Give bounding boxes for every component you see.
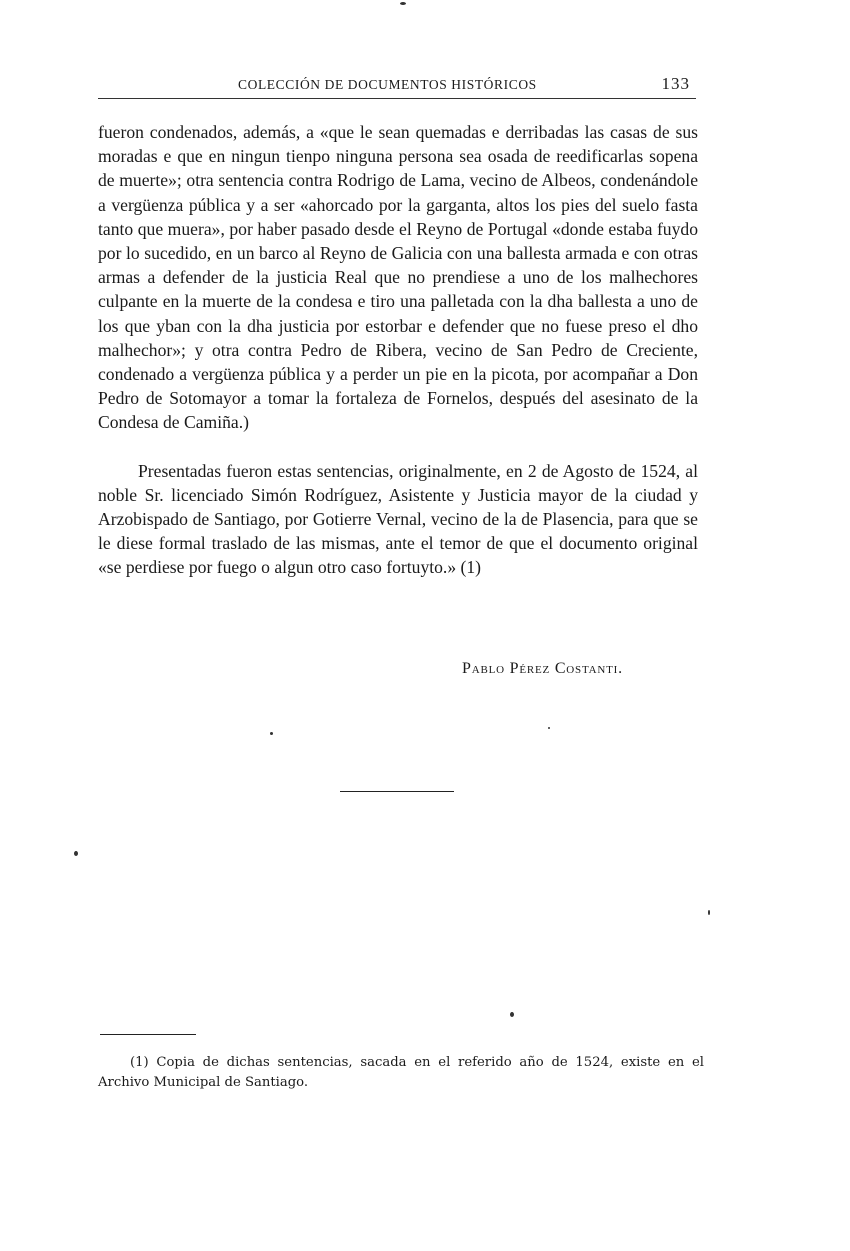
paragraph-2: Presentadas fueron estas sentencias, originalmente, en 2 de Agosto de 1524, al noble Sr. licenciado Simón Rodríguez, Asistente y Justicia mayor de la ciudad y Arzobispado de Santiago, por Gotierre Vernal, vecino de la de Plasencia, para que se le diese formal traslado de las mismas, ante el temor de que el documento original «se perdiese por fuego o algun otro caso fortuyto.» (1) bbox=[98, 460, 698, 578]
body-text bbox=[98, 120, 698, 580]
section-separator bbox=[340, 791, 454, 792]
footnote-rule bbox=[100, 1034, 196, 1035]
running-head bbox=[98, 74, 696, 99]
scan-speck bbox=[510, 1012, 514, 1017]
footnote bbox=[98, 1053, 704, 1093]
scan-speck bbox=[548, 727, 550, 729]
scan-speck bbox=[74, 851, 78, 856]
scan-speck bbox=[400, 2, 406, 5]
scan-speck bbox=[708, 910, 710, 915]
scan-speck bbox=[270, 732, 273, 735]
footnote-text: (1) Copia de dichas sentencias, sacada en el referido año de 1524, existe en el Archivo Municipal de Santiago. bbox=[98, 1055, 704, 1090]
running-title: COLECCIÓN DE DOCUMENTOS HISTÓRICOS bbox=[238, 77, 537, 92]
paragraph-1: fueron condenados, además, a «que le sean quemadas e derribadas las casas de sus moradas e que en ningun tienpo ninguna persona sea osada de reedificarlas sopena de muerte»; otra sentencia contra Rodrigo de Lama, vecino de Albeos, condenándole a vergüenza pública y a ser «ahorcado por la garganta, altos los pies del suelo fasta tanto que muera», por haber pasado desde el Reyno de Portugal «donde estaba fuydo por lo sucedido, en un barco al Reyno de Galicia con una ballesta armada e con otras armas a defender de la justicia Real que no prendiese a uno de los malhechores culpante en la muerte de la condesa e tiro una palletada con la dha ballesta a uno de los que yban con la dha justicia por estorbar e defender que no fuese preso el dho malhechor»; y otra contra Pedro de Ribera, vecino de San Pedro de Creciente, condenado a vergüenza pública y a perder un pie en la picota, por acompañar a Don Pedro de Sotomayor a tomar la fortaleza de Fornelos, después del asesinato de la Condesa de Camiña.) bbox=[98, 122, 698, 433]
author-signature: Pablo Pérez Costanti. bbox=[462, 660, 623, 677]
page-number: 133 bbox=[661, 74, 690, 93]
